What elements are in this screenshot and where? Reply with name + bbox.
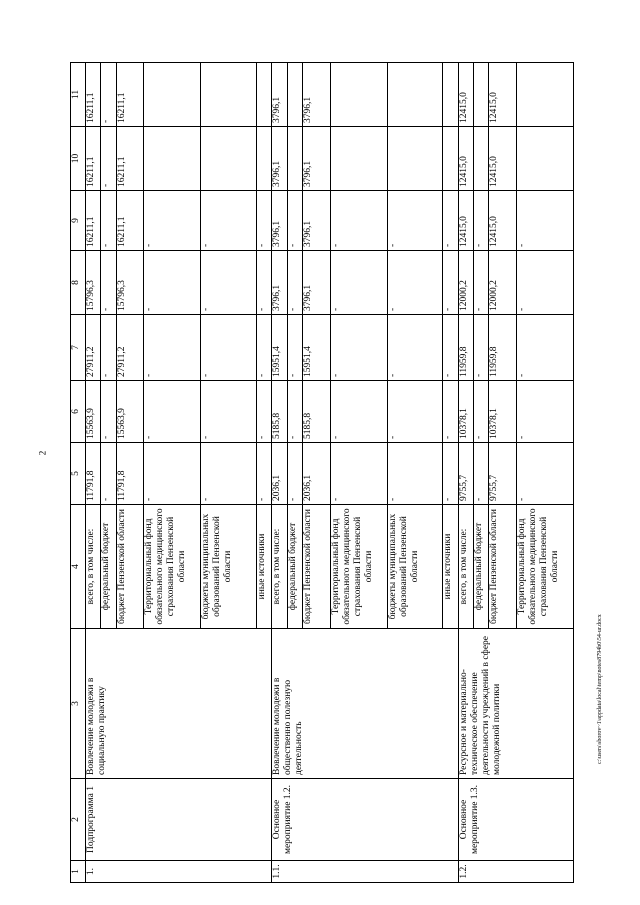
value-cell: - [101,251,116,315]
value-cell [330,127,387,191]
funding-source: бюджеты муниципальных образований Пензенской области [201,505,257,629]
value-cell: 9755,7 [458,443,473,505]
program-description: Вовлечение молодежи в социальную практику [86,629,272,779]
value-cell: - [387,191,443,251]
value-cell: - [473,315,488,381]
funding-table [70,62,574,883]
row-number: 1.1. [272,861,458,883]
program-description: Ресурсное и материально-техническое обеспечение деятельности учреждений в сфере молодежной политики [458,629,573,779]
value-cell: - [144,443,201,505]
value-cell: - [287,251,302,315]
value-cell [201,63,257,127]
value-cell: - [473,381,488,443]
value-cell: - [201,381,257,443]
value-cell: 2036,1 [302,443,330,505]
value-cell: - [101,127,116,191]
value-cell: 12000,2 [458,251,473,315]
value-cell: 15951,4 [272,315,287,381]
funding-source: Территориальный фонд обязательного медицинского страхования Пензенской области [330,505,387,629]
value-cell: 3796,1 [302,127,330,191]
value-cell: 5185,8 [272,381,287,443]
value-cell: 12415,0 [489,63,517,127]
rotated-table-wrapper [70,63,574,883]
value-cell [473,63,488,127]
value-cell [287,63,302,127]
table-row [272,63,287,883]
header-cell: 8 [71,251,86,315]
header-cell: 11 [71,63,86,127]
value-cell: 15563,9 [116,381,144,443]
value-cell: 12415,0 [489,127,517,191]
value-cell: - [144,191,201,251]
value-cell: - [144,315,201,381]
value-cell: 11959,8 [489,315,517,381]
header-cell: 3 [71,629,86,779]
funding-source: Территориальный фонд обязательного медицинского страхования Пензенской области [516,505,573,629]
value-cell: 12415,0 [458,63,473,127]
value-cell: 3796,1 [272,191,287,251]
table-row [458,63,473,883]
funding-source: всего, в том числе: [458,505,473,629]
value-cell: - [516,315,573,381]
funding-source: федеральный бюджет [287,505,302,629]
value-cell: - [287,315,302,381]
value-cell [516,127,573,191]
value-cell: - [101,315,116,381]
value-cell: - [101,63,116,127]
value-cell: - [443,381,458,443]
funding-source: Территориальный фонд обязательного медицинского страхования Пензенской области [144,505,201,629]
header-row [71,63,86,883]
value-cell: - [287,443,302,505]
funding-source: иные источники [443,505,458,629]
funding-source: всего, в том числе: [272,505,287,629]
value-cell: 12000,2 [489,251,517,315]
funding-source: бюджет Пензенской области [116,505,144,629]
value-cell: - [287,381,302,443]
header-cell: 7 [71,315,86,381]
value-cell: - [473,251,488,315]
value-cell: 3796,1 [272,251,287,315]
value-cell: 15951,4 [302,315,330,381]
value-cell: - [201,315,257,381]
value-cell: 27911,2 [86,315,101,381]
value-cell: 10378,1 [489,381,517,443]
value-cell: - [516,191,573,251]
value-cell: - [287,191,302,251]
funding-source: бюджет Пензенской области [489,505,517,629]
funding-source: иные источники [257,505,272,629]
value-cell: 16211,1 [116,191,144,251]
value-cell: 5185,8 [302,381,330,443]
value-cell: - [144,381,201,443]
value-cell: 16211,1 [116,63,144,127]
header-cell: 5 [71,443,86,505]
value-cell: 11791,8 [116,443,144,505]
value-cell [473,127,488,191]
value-cell: 10378,1 [458,381,473,443]
value-cell: - [201,251,257,315]
value-cell: - [257,443,272,505]
value-cell [287,127,302,191]
value-cell: - [330,191,387,251]
value-cell: 9755,7 [489,443,517,505]
funding-source: бюджеты муниципальных образований Пензенской области [387,505,443,629]
table-row [86,63,101,883]
value-cell: - [387,381,443,443]
header-cell: 10 [71,127,86,191]
value-cell: - [473,443,488,505]
value-cell: - [101,381,116,443]
value-cell: - [516,381,573,443]
value-cell: - [330,251,387,315]
value-cell: 3796,1 [272,63,287,127]
value-cell: 16211,1 [86,63,101,127]
header-cell: 9 [71,191,86,251]
value-cell: - [257,251,272,315]
header-cell: 6 [71,381,86,443]
value-cell: 15796,3 [116,251,144,315]
value-cell: - [473,191,488,251]
value-cell: 3796,1 [272,127,287,191]
value-cell: 11791,8 [86,443,101,505]
program-name: Основное мероприятие 1.3. [458,779,573,861]
value-cell: - [443,443,458,505]
value-cell: - [516,443,573,505]
funding-source: бюджет Пензенской области [302,505,330,629]
header-cell: 2 [71,779,86,861]
value-cell: - [257,191,272,251]
value-cell: 12415,0 [489,191,517,251]
funding-source: федеральный бюджет [101,505,116,629]
value-cell: - [330,381,387,443]
value-cell: 15796,3 [86,251,101,315]
value-cell: 3796,1 [302,251,330,315]
value-cell: 12415,0 [458,191,473,251]
value-cell: 16211,1 [86,191,101,251]
program-name: Основное мероприятие 1.2. [272,779,458,861]
value-cell: 16211,1 [116,127,144,191]
value-cell: - [201,191,257,251]
value-cell: 16211,1 [86,127,101,191]
row-number: 1.2. [458,861,573,883]
value-cell [387,63,443,127]
value-cell [516,63,573,127]
value-cell [201,127,257,191]
value-cell: 3796,1 [302,191,330,251]
value-cell: - [144,251,201,315]
header-cell: 1 [71,861,86,883]
value-cell: - [443,191,458,251]
value-cell: - [387,315,443,381]
value-cell [144,127,201,191]
value-cell [443,127,458,191]
value-cell: - [443,315,458,381]
row-number: 1. [86,861,272,883]
value-cell: 12415,0 [458,127,473,191]
value-cell: - [387,251,443,315]
value-cell: - [330,443,387,505]
value-cell: - [330,315,387,381]
page-number: 2 [37,450,48,456]
value-cell [330,63,387,127]
value-cell: 2036,1 [272,443,287,505]
value-cell [257,63,272,127]
program-name: Подпрограмма 1 [86,779,272,861]
value-cell [443,63,458,127]
value-cell [257,127,272,191]
value-cell: - [257,381,272,443]
value-cell: - [443,251,458,315]
value-cell: 3796,1 [302,63,330,127]
value-cell: - [387,443,443,505]
funding-source: всего, в том числе: [86,505,101,629]
header-cell: 4 [71,505,86,629]
value-cell: 27911,2 [116,315,144,381]
value-cell: - [101,443,116,505]
program-description: Вовлечение молодежи в общественно полезную деятельность [272,629,458,779]
value-cell: - [201,443,257,505]
value-cell: 11959,8 [458,315,473,381]
footer-file-path: c:\users\sborov~1\appdata\local\temp\notes8794b0\54-ur.docx [597,614,603,764]
value-cell [144,63,201,127]
value-cell: - [257,315,272,381]
value-cell [387,127,443,191]
value-cell: - [101,191,116,251]
funding-source: федеральный бюджет [473,505,488,629]
value-cell: 15563,9 [86,381,101,443]
value-cell: - [516,251,573,315]
